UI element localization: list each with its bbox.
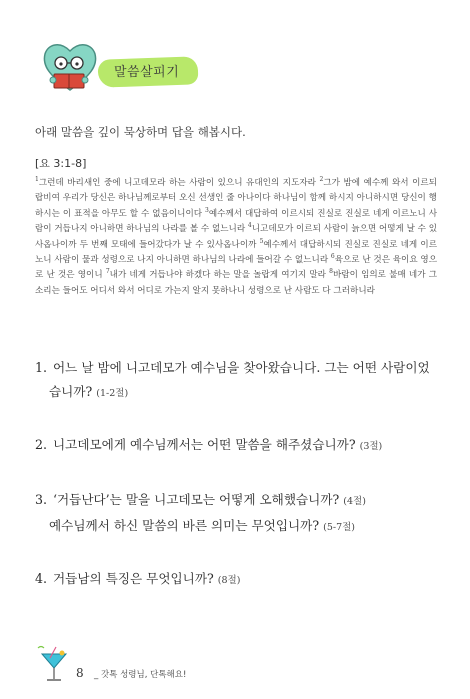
question-text: 니고데모에게 예수님께서는 어떤 말씀을 해주셨습니까?	[53, 437, 356, 452]
verse-number: 8	[329, 268, 333, 276]
page-footer	[36, 644, 236, 684]
verse-ref: (8절)	[217, 575, 241, 586]
question-2	[35, 433, 445, 459]
question-number: 2.	[35, 437, 48, 452]
verse-ref: (4절)	[343, 496, 366, 507]
verse-text: 예수께서 대답하시되 진실로 진실로 네게 이르노니 사람이 물과 성령으로 나지 아니하면 하나님의 나라에 들어갈 수 없느니라	[35, 239, 437, 266]
question-text: 거듭남의 특징은 무엇입니까?	[53, 571, 214, 586]
verse-text: 바람이 임의로 불매 네가 그 소리는 들어도 어디서 와서 어디로 가는지 알지 못하나니 성령으로 난 사람도 다 그러하니라	[35, 270, 437, 296]
verse-number: 7	[105, 268, 110, 276]
question-text-cont: 예수님께서 하신 말씀의 바른 의미는 무엇입니까?	[49, 518, 320, 533]
question-number: 4.	[35, 571, 48, 586]
book-title: _ 갓톡 성령님, 단톡해요!	[94, 670, 187, 680]
verse-text: 그런데 바리새인 중에 니고데모라 하는 사람이 있으니 유대인의 지도자라	[38, 178, 320, 188]
verse-ref: (3절)	[359, 441, 383, 452]
section-title: 말씀살피기	[114, 65, 180, 80]
verse-number: 2	[319, 176, 324, 184]
verse-text: 니고데모가 이르되 사람이 늙으면 어떻게 날 수 있사옵나이까 두 번째 모태에 들어갔다가 날 수 있사옵나이까	[35, 224, 438, 250]
question-1	[35, 356, 445, 406]
question-text-cont: 습니까?	[49, 384, 93, 399]
instruction-text: 아래 말씀을 깊이 묵상하며 답을 해봅시다.	[35, 125, 246, 139]
scripture-reference: [요 3:1-8]	[35, 157, 87, 170]
verse-text: 예수께서 대답하여 이르시되 진실로 진실로 네게 이르노니 사람이 거듭나지 아니하면 하나님의 나라를 볼 수 없느니라	[35, 208, 437, 235]
verse-number: 6	[330, 253, 335, 261]
verse-ref: (1-2절)	[96, 388, 129, 399]
verse-ref: (5-7절)	[323, 522, 355, 533]
verse-number: 3	[205, 206, 209, 214]
question-4	[35, 567, 445, 593]
verse-text: 육으로 난 것은 육이요 영으로 난 것은 영이니	[35, 255, 438, 281]
verse-number: 4	[247, 222, 252, 230]
verse-number: 5	[259, 237, 264, 245]
cocktail-glass-icon	[36, 644, 72, 684]
verse-number: 1	[35, 176, 39, 184]
verse-text: 내가 네게 거듭나야 하겠다 하는 말을 놀랍게 여기지 말라	[109, 270, 330, 281]
question-text: 어느 날 밤에 니고데모가 예수님을 찾아왔습니다. 그는 어떤 사람이었	[53, 360, 430, 375]
heart-character-icon	[40, 36, 100, 98]
scripture-passage	[35, 176, 437, 299]
question-3	[35, 488, 445, 540]
question-number: 3.	[35, 492, 48, 507]
question-number: 1.	[35, 360, 48, 375]
question-text: ‘거듭난다’는 말을 니고데모는 어떻게 오해했습니까?	[53, 492, 340, 507]
verse-text: 그가 밤에 예수께 와서 이르되 랍비여 우리가 당신은 하나님께로부터 오신 선생인 줄 아나이다 하나님이 함께 하시지 아니하시면 당신이 행하시는 이 표적을 아무도 할 수 없음이니이다	[35, 178, 437, 219]
section-header	[40, 36, 220, 106]
page-number: 8	[76, 666, 84, 680]
